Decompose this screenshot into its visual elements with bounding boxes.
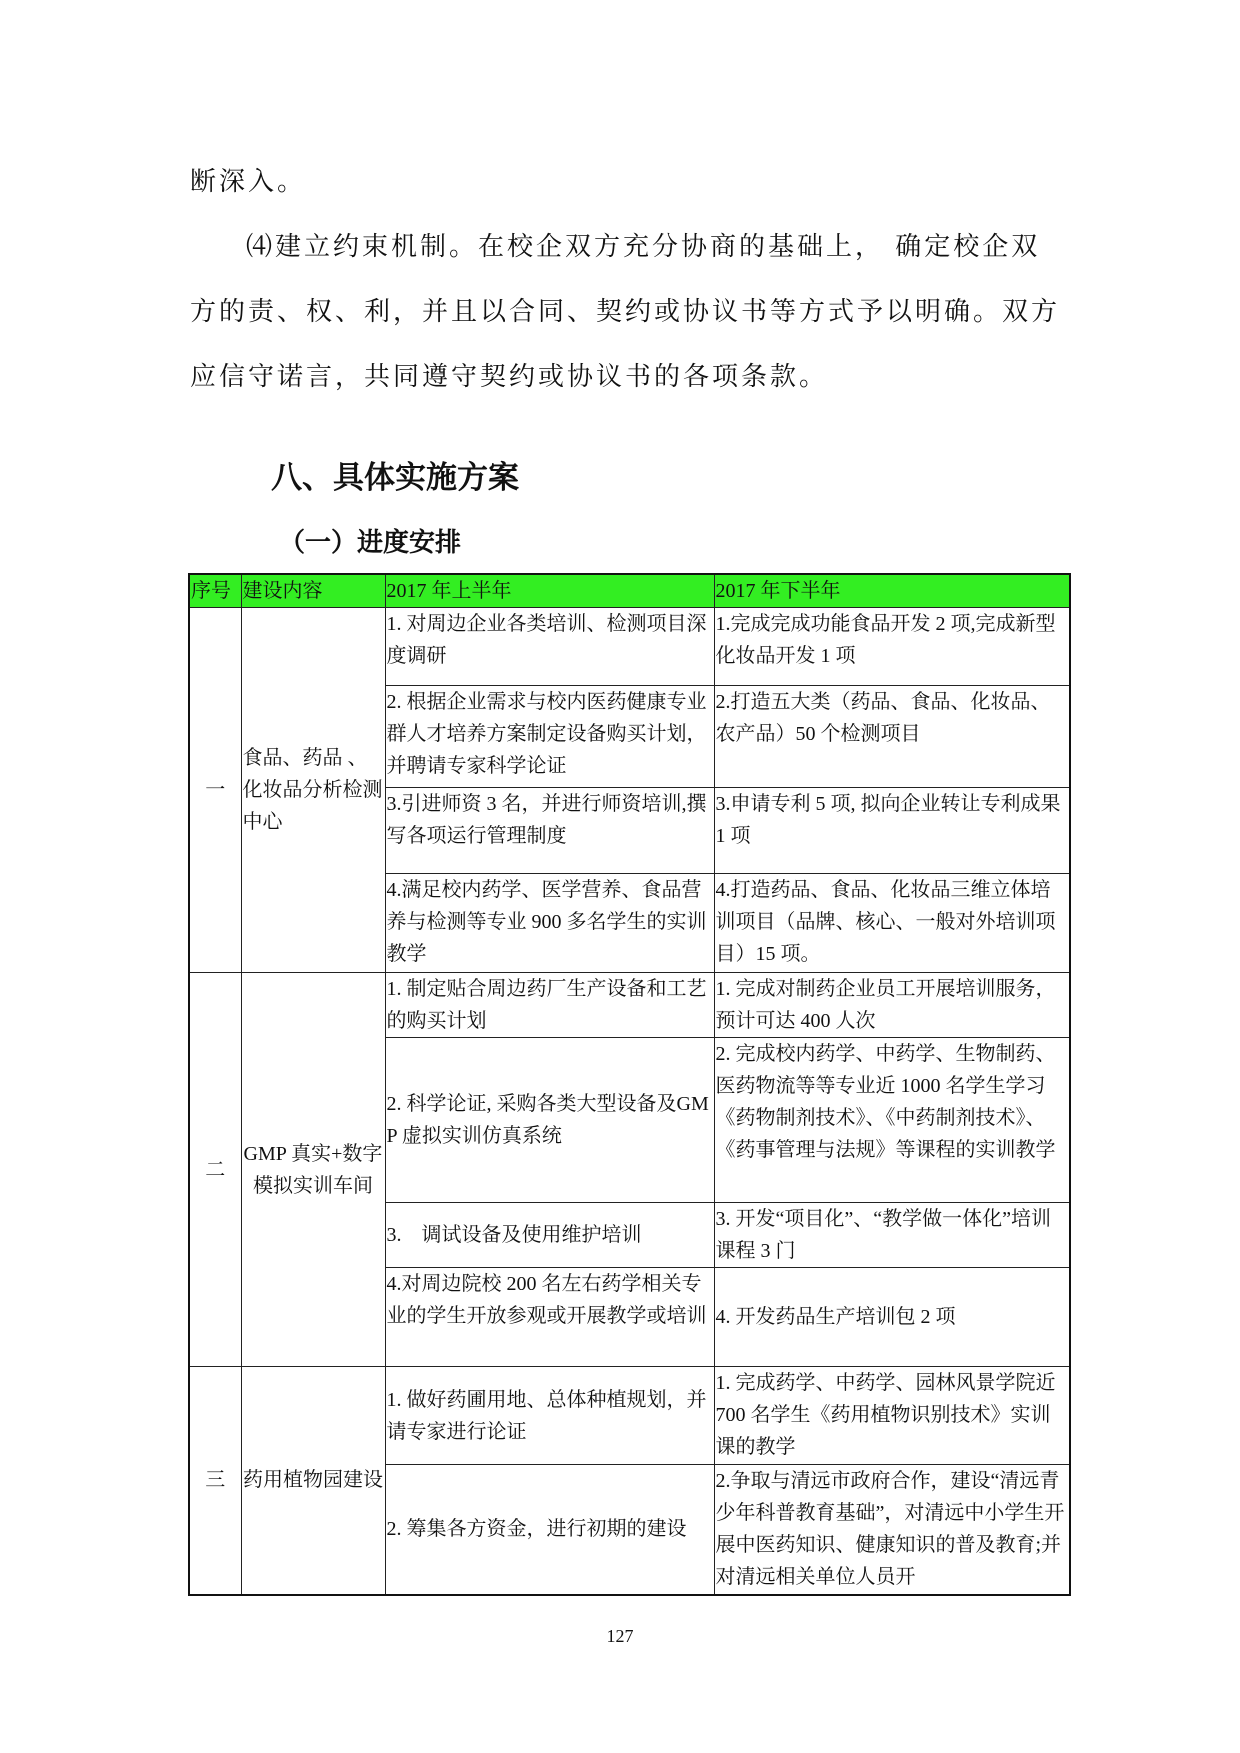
first-half-task: 2. 科学论证, 采购各类大型设备及GMP 虚拟实训仿真系统	[385, 1038, 714, 1203]
page-number: 127	[606, 1626, 634, 1646]
table-row	[189, 608, 1070, 686]
second-half-task: 2.争取与清远市政府合作，建设“清远青少年科普教育基础”，对清远中小学生开展中医药知识、健康知识的普及教育;并对清远相关单位人员开	[714, 1465, 1070, 1595]
paragraph-constraint-mechanism: ⑷建立约束机制。在校企双方充分协商的基础上， 确定校企双方的责、权、利，并且以合同、契约或协议书等方式予以明确。双方应信守诺言，共同遵守契约或协议书的各项条款。	[190, 232, 1061, 392]
first-half-task: 3.引进师资 3 名，并进行师资培训,撰写各项运行管理制度	[385, 788, 714, 874]
first-half-task: 1. 做好药圃用地、总体种植规划，并请专家进行论证	[385, 1367, 714, 1465]
construction-item: GMP 真实+数字模拟实训车间	[241, 973, 385, 1367]
first-half-task: 3. 调试设备及使用维护培训	[385, 1203, 714, 1268]
second-half-task: 1.完成完成功能食品开发 2 项,完成新型化妆品开发 1 项	[714, 608, 1070, 686]
first-half-task: 2. 根据企业需求与校内医药健康专业群人才培养方案制定设备购买计划，并聘请专家科学论证	[385, 686, 714, 788]
subsection-heading: （一）进度安排	[279, 528, 462, 558]
construction-item: 食品、药品 、化妆品分析检测中心	[241, 608, 385, 973]
first-half-task: 2. 筹集各方资金，进行初期的建设	[385, 1465, 714, 1595]
row-index: 一	[189, 608, 241, 973]
second-half-task: 4.打造药品、食品、化妆品三维立体培训项目（品牌、核心、一般对外培训项目）15 项。	[714, 874, 1070, 973]
row-index: 二	[189, 973, 241, 1367]
second-half-task: 4. 开发药品生产培训包 2 项	[714, 1268, 1070, 1367]
first-half-task: 4.对周边院校 200 名左右药学相关专业的学生开放参观或开展教学或培训	[385, 1268, 714, 1367]
second-half-task: 3. 开发“项目化”、“教学做一体化”培训课程 3 门	[714, 1203, 1070, 1268]
schedule-table	[188, 573, 1071, 1596]
first-half-task: 4.满足校内药学、医学营养、食品营养与检测等专业 900 多名学生的实训教学	[385, 874, 714, 973]
table-header-row	[189, 574, 1070, 608]
section-heading: 八、具体实施方案	[271, 460, 519, 496]
header-first-half: 2017 年上半年	[385, 574, 714, 608]
second-half-task: 1. 完成药学、中药学、园林风景学院近 700 名学生《药用植物识别技术》实训课的教学	[714, 1367, 1070, 1465]
second-half-task: 2.打造五大类（药品、食品、化妆品、农产品）50 个检测项目	[714, 686, 1070, 788]
header-second-half: 2017 年下半年	[714, 574, 1070, 608]
first-half-task: 1. 对周边企业各类培训、检测项目深度调研	[385, 608, 714, 686]
table-row	[189, 1367, 1070, 1465]
second-half-task: 1. 完成对制药企业员工开展培训服务，预计可达 400 人次	[714, 973, 1070, 1038]
first-half-task: 1. 制定贴合周边药厂生产设备和工艺的购买计划	[385, 973, 714, 1038]
header-index: 序号	[189, 574, 241, 608]
paragraph-continuation: 断深入。	[190, 167, 307, 197]
second-half-task: 2. 完成校内药学、中药学、生物制药、医药物流等等专业近 1000 名学生学习《药物制剂技术》、《中药制剂技术》、《药事管理与法规》等课程的实训教学	[714, 1038, 1070, 1203]
row-index: 三	[189, 1367, 241, 1595]
construction-item: 药用植物园建设	[241, 1367, 385, 1595]
header-content: 建设内容	[241, 574, 385, 608]
second-half-task: 3.申请专利 5 项, 拟向企业转让专利成果 1 项	[714, 788, 1070, 874]
table-row	[189, 973, 1070, 1038]
